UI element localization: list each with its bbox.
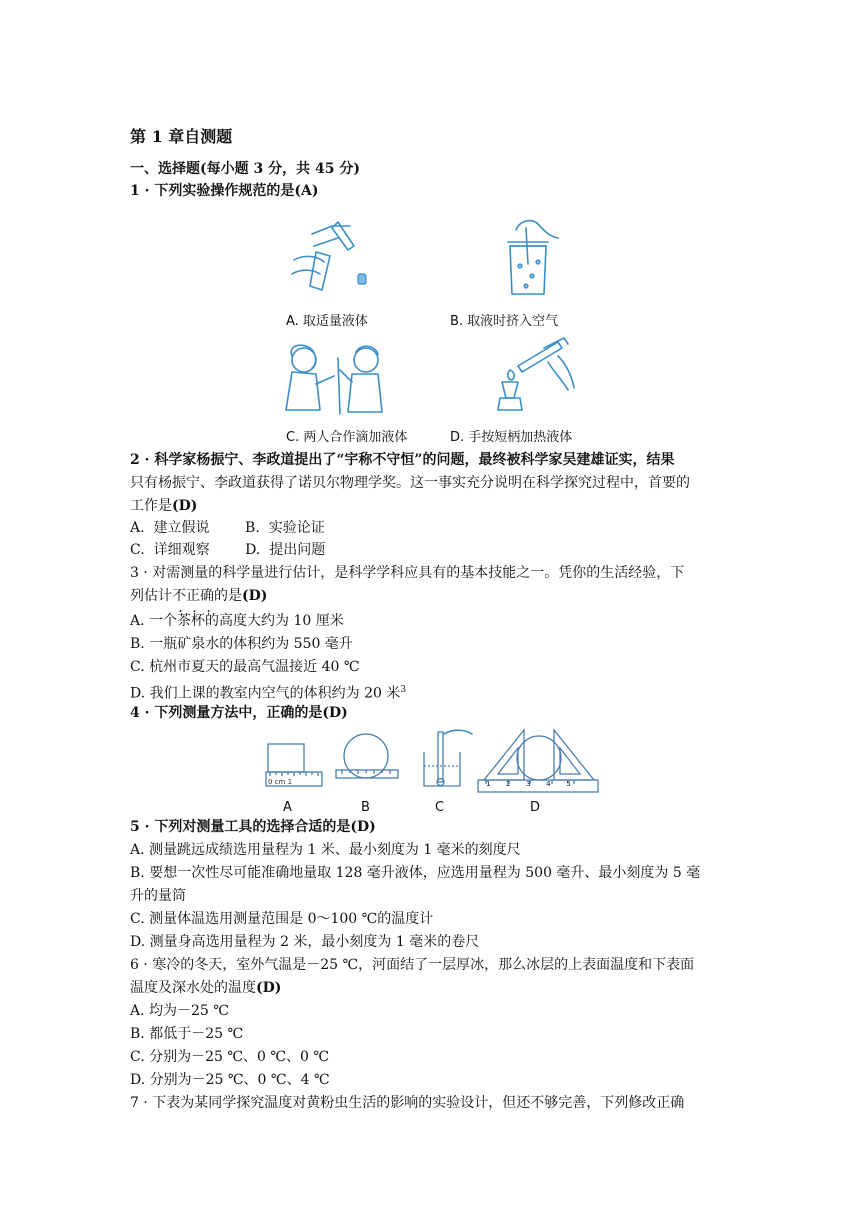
tick-1: 1 <box>486 780 491 788</box>
ruler-a-label: 0 cm 1 <box>268 778 293 786</box>
figure-c-two-students <box>276 340 394 420</box>
question-7-line-1: 7 · 下表为某同学探究温度对黄粉虫生活的影响的实验设计，但还不够完善，下列修改正确 <box>130 1095 685 1111</box>
question-6-answer: (D) <box>256 980 282 996</box>
superscript: 3 <box>400 685 407 695</box>
question-5-option-a: A. 测量跳远成绩选用量程为 1 米、最小刻度为 1 毫米的刻度尺 <box>130 842 521 858</box>
ruler-d-ticks <box>486 780 571 788</box>
question-2-line-2: 只有杨振宁、李政道获得了诺贝尔物理学奖。这一事实充分说明在科学探究过程中，首要的 <box>130 475 690 491</box>
question-5-option-d: D. 测量身高选用量程为 2 米，最小刻度为 1 毫米的卷尺 <box>130 934 480 950</box>
question-6-line-1: 6 · 寒冷的冬天，室外气温是－25 ℃，河面结了一层厚冰，那么冰层的上表面温度和下表面 <box>130 957 695 973</box>
question-6-option-c: C. 分别为－25 ℃、0 ℃、0 ℃ <box>130 1049 330 1065</box>
tick-2: 2 <box>506 780 511 788</box>
question-2-text: 2 · 科学家杨振宁、李政道提出了“宇称不守恒”的问题，最终被科学家吴建雄证实，结果 <box>130 452 675 468</box>
emphasis-char: 正 <box>186 588 200 604</box>
question-3-option-b: B. 一瓶矿泉水的体积约为 550 毫升 <box>130 636 353 652</box>
question-1-stem: 1 · 下列实验操作规范的是 <box>130 183 295 199</box>
chapter-title: 第 1 章自测题 <box>130 127 233 146</box>
tick-3: 3 <box>526 780 531 788</box>
question-4-stem: 4 · 下列测量方法中，正确的是 <box>130 705 323 721</box>
question-6-option-b: B. 都低于－25 ℃ <box>130 1026 244 1042</box>
caption-c: C. 两人合作滴加液体 <box>286 430 408 445</box>
figure-a-pour-liquid <box>288 216 378 302</box>
question-5-option-c: C. 测量体温选用测量范围是 0～100 ℃的温度计 <box>130 911 434 927</box>
figure-label-c: C <box>435 800 445 815</box>
question-6-option-d: D. 分别为－25 ℃、0 ℃、4 ℃ <box>130 1072 330 1088</box>
caption-b: B. 取液时挤入空气 <box>450 314 559 329</box>
question-3-text-end: 的是 <box>214 588 242 604</box>
question-2-stem-end: 工作是 <box>130 498 172 514</box>
question-5-answer: (D) <box>350 819 376 835</box>
question-3-answer: (D) <box>242 588 268 604</box>
question-3-option-d-text: D. 我们上课的教室内空气的体积约为 20 米 <box>130 685 401 702</box>
question-3-text: 列估计 <box>130 588 172 604</box>
question-3-option-c: C. 杭州市夏天的最高气温接近 40 ℃ <box>130 659 360 675</box>
question-2-options-1: A. 建立假说 B. 实验论证 <box>130 520 325 536</box>
emphasis-char: 不 <box>172 588 186 604</box>
figure-label-a: A <box>283 800 292 815</box>
question-1-answer: (A) <box>294 183 319 199</box>
question-3-option-a: A. 一个茶杯的高度大约为 10 厘米 <box>130 613 344 629</box>
question-3-line-1: 3 · 对需测量的科学量进行估计，是科学学科应具有的基本技能之一。凭你的生活经验，下 <box>130 565 685 581</box>
question-5 <box>130 816 376 838</box>
question-2-line-3 <box>130 495 197 517</box>
section-heading: 一、选择题(每小题 3 分，共 45 分) <box>130 161 360 177</box>
question-2-line-1 <box>130 449 674 471</box>
question-6-option-a: A. 均为－25 ℃ <box>130 1003 229 1019</box>
caption-d: D. 手按短柄加热液体 <box>450 430 573 445</box>
question-3-option-d <box>130 679 406 705</box>
figure-label-d: D <box>530 800 541 815</box>
figure-label-b: B <box>361 800 370 815</box>
figure-b-dropper-jar <box>498 216 568 302</box>
question-3-line-2 <box>130 585 267 607</box>
question-5-option-b-1: B. 要想一次性尽可能准确地量取 128 毫升液体，应选用量程为 500 毫升、最小刻度为 5 毫 <box>130 865 701 881</box>
tick-5: 5 <box>566 780 571 788</box>
question-6-stem-end: 温度及深水处的温度 <box>130 980 256 996</box>
figure-d-heating-tube <box>488 336 578 416</box>
question-4 <box>130 702 348 724</box>
emphasis-char: 确 <box>200 588 214 604</box>
question-4-answer: (D) <box>322 705 348 721</box>
question-2-answer: (D) <box>172 498 198 514</box>
question-6-line-2 <box>130 977 281 999</box>
question-5-option-b-2: 升的量筒 <box>130 888 186 904</box>
caption-a: A. 取适量液体 <box>286 314 368 329</box>
question-2-options-2: C. 详细观察 D. 提出问题 <box>130 542 326 558</box>
question-1 <box>130 180 319 202</box>
question-5-stem: 5 · 下列对测量工具的选择合适的是 <box>130 819 351 835</box>
tick-4: 4 <box>546 780 551 788</box>
